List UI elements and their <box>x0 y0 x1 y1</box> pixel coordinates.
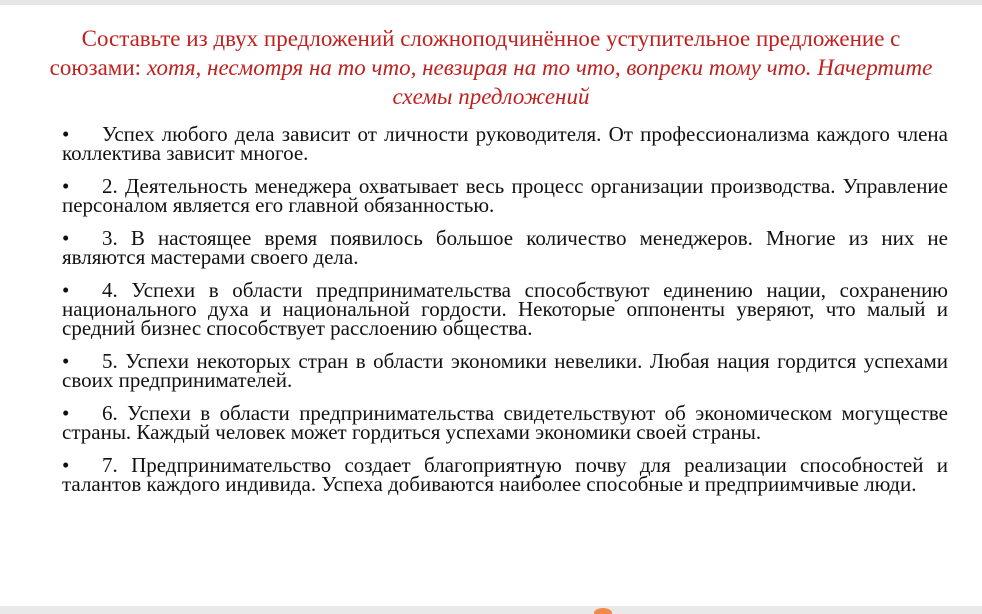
bullet-icon: • <box>62 453 70 477</box>
bullet-icon: • <box>62 226 70 250</box>
bullet-icon: • <box>62 349 70 373</box>
list-item-text: 7. Предпринимательство создает благоприятную почву для реализации способностей и талантов каждого индивида. Успеха добиваются наиболее способные и предприимчивые люди. <box>62 453 948 496</box>
list-item-6 <box>62 401 948 444</box>
list-item-text: 5. Успехи некоторых стран в области экономики невелики. Любая нация гордится успехами своих предпринимателей. <box>62 349 948 392</box>
title-italic-text: хотя, несмотря на то что, невзирая на то что, вопреки тому что. Начертите схемы предложений <box>146 55 933 109</box>
top-divider <box>0 0 982 5</box>
list-item-text: 2. Деятельность менеджера охватывает весь процесс организации производства. Управление персоналом является его главной обязанностью. <box>62 174 948 217</box>
bullet-icon: • <box>62 122 70 146</box>
list-item-1 <box>62 122 948 165</box>
list-item-2 <box>62 174 948 217</box>
list-item-text: Успех любого дела зависит от личности руководителя. От профессионализма каждого члена коллектива зависит многое. <box>62 122 948 165</box>
bottom-divider <box>0 606 982 614</box>
sentence-list <box>62 122 948 508</box>
bullet-icon: • <box>62 401 70 425</box>
list-item-7 <box>62 453 948 496</box>
list-item-4 <box>62 278 948 340</box>
list-item-text: 6. Успехи в области предпринимательства свидетельствуют об экономическом могуществе страны. Каждый человек может гордиться успехами экономики своей страны. <box>62 401 948 444</box>
list-item-5 <box>62 349 948 392</box>
slide-title <box>40 24 942 111</box>
bullet-icon: • <box>62 174 70 198</box>
circle-icon <box>594 608 612 614</box>
bullet-icon: • <box>62 278 70 302</box>
list-item-text: 4. Успехи в области предпринимательства способствуют единению нации, сохранению национального духа и национальной гордости. Некоторые оппоненты уверяют, что малый и средний бизнес способствует расслоению общества. <box>62 278 948 340</box>
list-item-text: 3. В настоящее время появилось большое количество менеджеров. Многие из них не являются мастерами своего дела. <box>62 226 948 269</box>
title-plain-text: Составьте из двух предложений сложноподчинённое уступительное предложение с союзами: <box>49 26 901 80</box>
list-item-3 <box>62 226 948 269</box>
